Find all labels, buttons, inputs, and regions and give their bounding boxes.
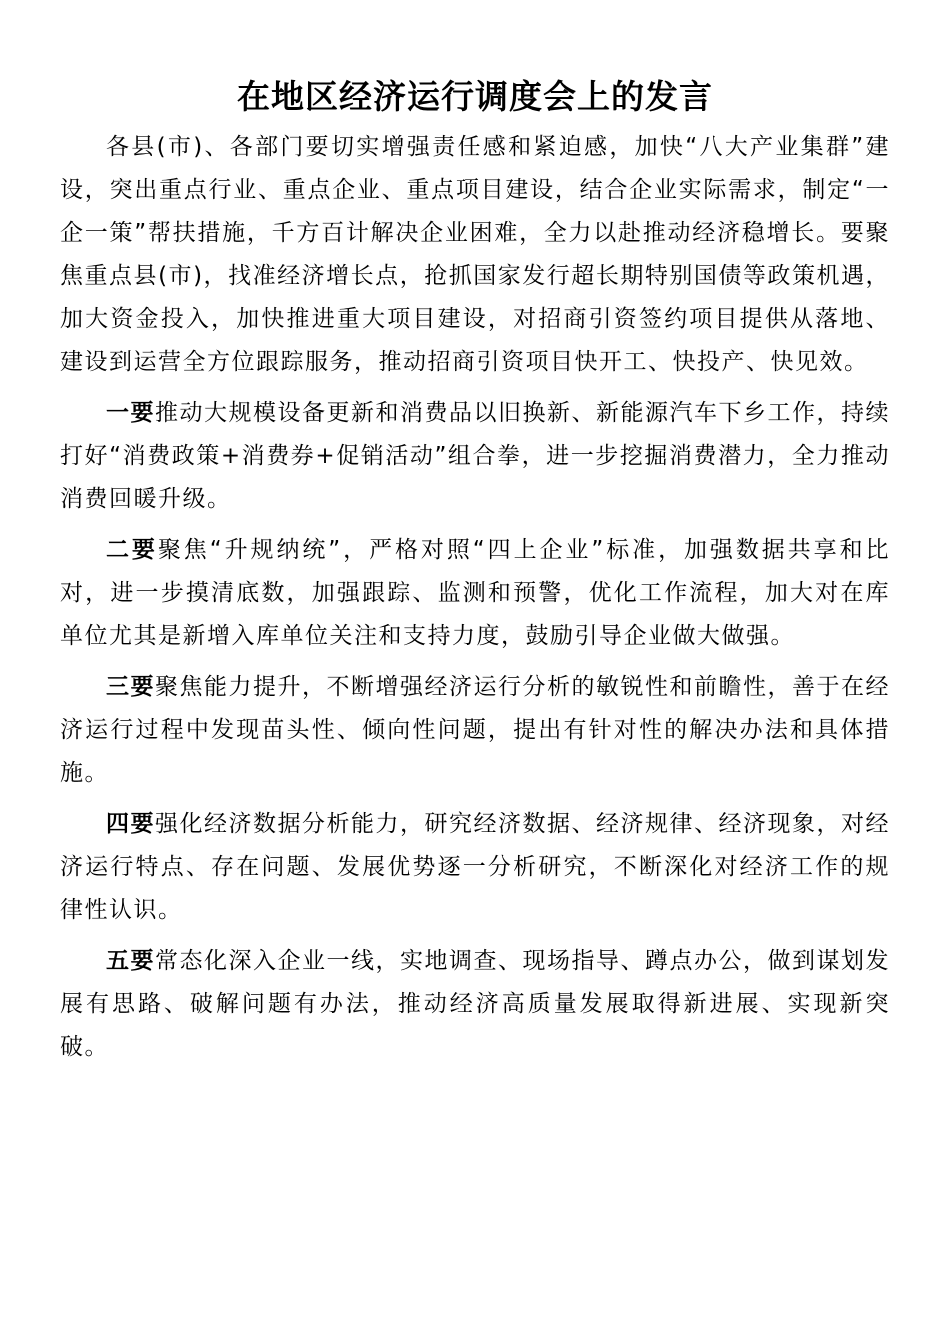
document-page — [60, 72, 890, 1069]
point-lead-3: 三要 — [106, 674, 155, 700]
point-text-1: 推动大规模设备更新和消费品以旧换新、新能源汽车下乡工作，持续打好“消费政策+消费券+促销活动”组合拳，进一步挖掘消费潜力，全力推动消费回暖升级。 — [60, 400, 890, 512]
point-text-4: 强化经济数据分析能力，研究经济数据、经济规律、经济现象，对经济运行特点、存在问题、发展优势逐一分析研究，不断深化对经济工作的规律性认识。 — [60, 811, 890, 923]
point-lead-4: 四要 — [106, 811, 155, 837]
point-paragraph-5 — [60, 940, 890, 1069]
point-paragraph-2 — [60, 529, 890, 658]
point-text-5: 常态化深入企业一线，实地调查、现场指导、蹲点办公，做到谋划发展有思路、破解问题有办法，推动经济高质量发展取得新进展、实现新突破。 — [60, 948, 890, 1060]
intro-paragraph: 各县(市)、各部门要切实增强责任感和紧迫感，加快“八大产业集群”建设，突出重点行业、重点企业、重点项目建设，结合企业实际需求，制定“一企一策”帮扶措施，千方百计解决企业困难，全力以赴推动经济稳增长。要聚焦重点县(市)，找准经济增长点，抢抓国家发行超长期特别国债等政策机遇，加大资金投入，加快推进重大项目建设，对招商引资签约项目提供从落地、建设到运营全方位跟踪服务，推动招商引资项目快开工、快投产、快见效。 — [60, 134, 890, 375]
point-text-2: 聚焦“升规纳统”，严格对照“四上企业”标准，加强数据共享和比对，进一步摸清底数，加强跟踪、监测和预警，优化工作流程，加大对在库单位尤其是新增入库单位关注和支持力度，鼓励引导企业做大做强。 — [60, 537, 891, 649]
point-paragraph-3 — [60, 666, 890, 795]
point-lead-5: 五要 — [106, 948, 155, 974]
document-title: 在地区经济运行调度会上的发言 — [237, 77, 713, 116]
point-paragraph-4 — [60, 803, 890, 932]
point-lead-2: 二要 — [106, 537, 158, 563]
point-paragraph-1 — [60, 392, 890, 521]
point-text-3: 聚焦能力提升，不断增强经济运行分析的敏锐性和前瞻性，善于在经济运行过程中发现苗头性、倾向性问题，提出有针对性的解决办法和具体措施。 — [60, 674, 890, 786]
point-lead-1: 一要 — [106, 400, 155, 426]
